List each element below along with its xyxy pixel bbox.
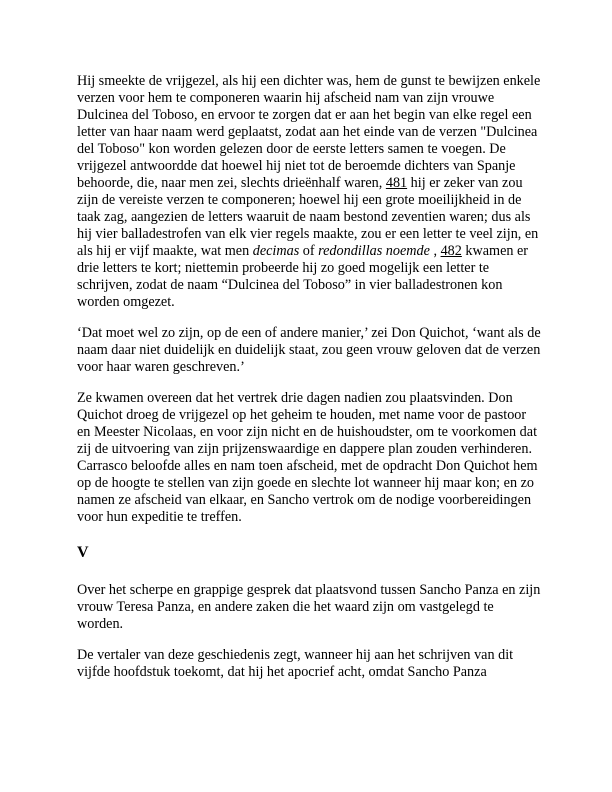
paragraph-translator-note: De vertaler van deze geschiedenis zegt, wanneer hij aan het schrijven van dit vijfde hoofdstuk toekomt, dat hij het apocrief acht, omdat Sancho Panza	[77, 647, 514, 680]
paragraph-text: Hij smeekte de vrijgezel, als hij een dichter was, hem de gunst te bewijzen enkele verzen voor hem te componeren waarin hij afscheid nam van zijn vrouwe Dulcinea del Toboso, en ervoor te zorgen dat er aan het begin van elke regel een letter van haar naam werd geplaatst, zodat aan het einde van de verzen "Dulcinea del Toboso" kon worden gelezen door de eerste letters samen te voegen. De vrijgezel antwoordde dat hoewel hij niet tot de beroemde dichters van Spanje behoorde, die, naar men zei, slechts drieënhalf waren,	[77, 73, 541, 191]
paragraph-departure-agreement: Ze kwamen overeen dat het vertrek drie dagen nadien zou plaatsvinden. Don Quichot droeg de vrijgezel op het geheim te houden, met name voor de pastoor en Meester Nicolaas, en voor zijn nicht en de huishoudster, om te voorkomen dat zij de uitvoering van zijn prijzenswaardige en dappere plan zouden verhinderen. Carrasco beloofde alles en nam toen afscheid, met de opdracht Don Quichot hem op de hoogte te stellen van zijn goede en slechte lot wanneer hij maar kon; en zo namen ze afscheid van elkaar, en Sancho vertrok om de nodige voorbereidingen voor hun expeditie te treffen.	[77, 390, 538, 525]
paragraph-verses-request	[77, 73, 542, 311]
italic-term-redondillas: redondillas noemde	[318, 243, 430, 259]
footnote-link-482[interactable]: 482	[440, 243, 462, 259]
footnote-link-481[interactable]: 481	[385, 175, 408, 191]
paragraph-don-quichot-reply: ‘Dat moet wel zo zijn, op de een of andere manier,’ zei Don Quichot, ‘want als de naam daar niet duidelijk en duidelijk staat, zou geen vrouw geloven dat de verzen voor haar waren geschreven.’	[77, 325, 541, 375]
paragraph-text: ,	[429, 243, 441, 259]
chapter-heading: V	[77, 544, 89, 561]
paragraph-text: hij er zeker van zou zijn de vereiste verzen te componeren; hoewel hij een grote moeilijkheid in de taak zag, aangezien de letters waaruit de naam bestond zeventien waren; dus als hij vier balladestrofen van elk vier regels maakte, zou er een letter te veel zijn, en als hij er vijf maakte, wat men	[77, 175, 539, 259]
paragraph-text: of	[299, 243, 319, 259]
chapter-summary: Over het scherpe en grappige gesprek dat plaatsvond tussen Sancho Panza en zijn vrouw Teresa Panza, en andere zaken die het waard zijn om vastgelegd te worden.	[77, 582, 541, 632]
italic-term-decimas: decimas	[252, 243, 300, 259]
paragraph-text: kwamen er drie letters te kort; niettemin probeerde hij zo goed mogelijk een letter te schrijven, zodat de naam “Dulcinea del Toboso” in vier balladestronen kon worden omgezet.	[77, 243, 529, 310]
